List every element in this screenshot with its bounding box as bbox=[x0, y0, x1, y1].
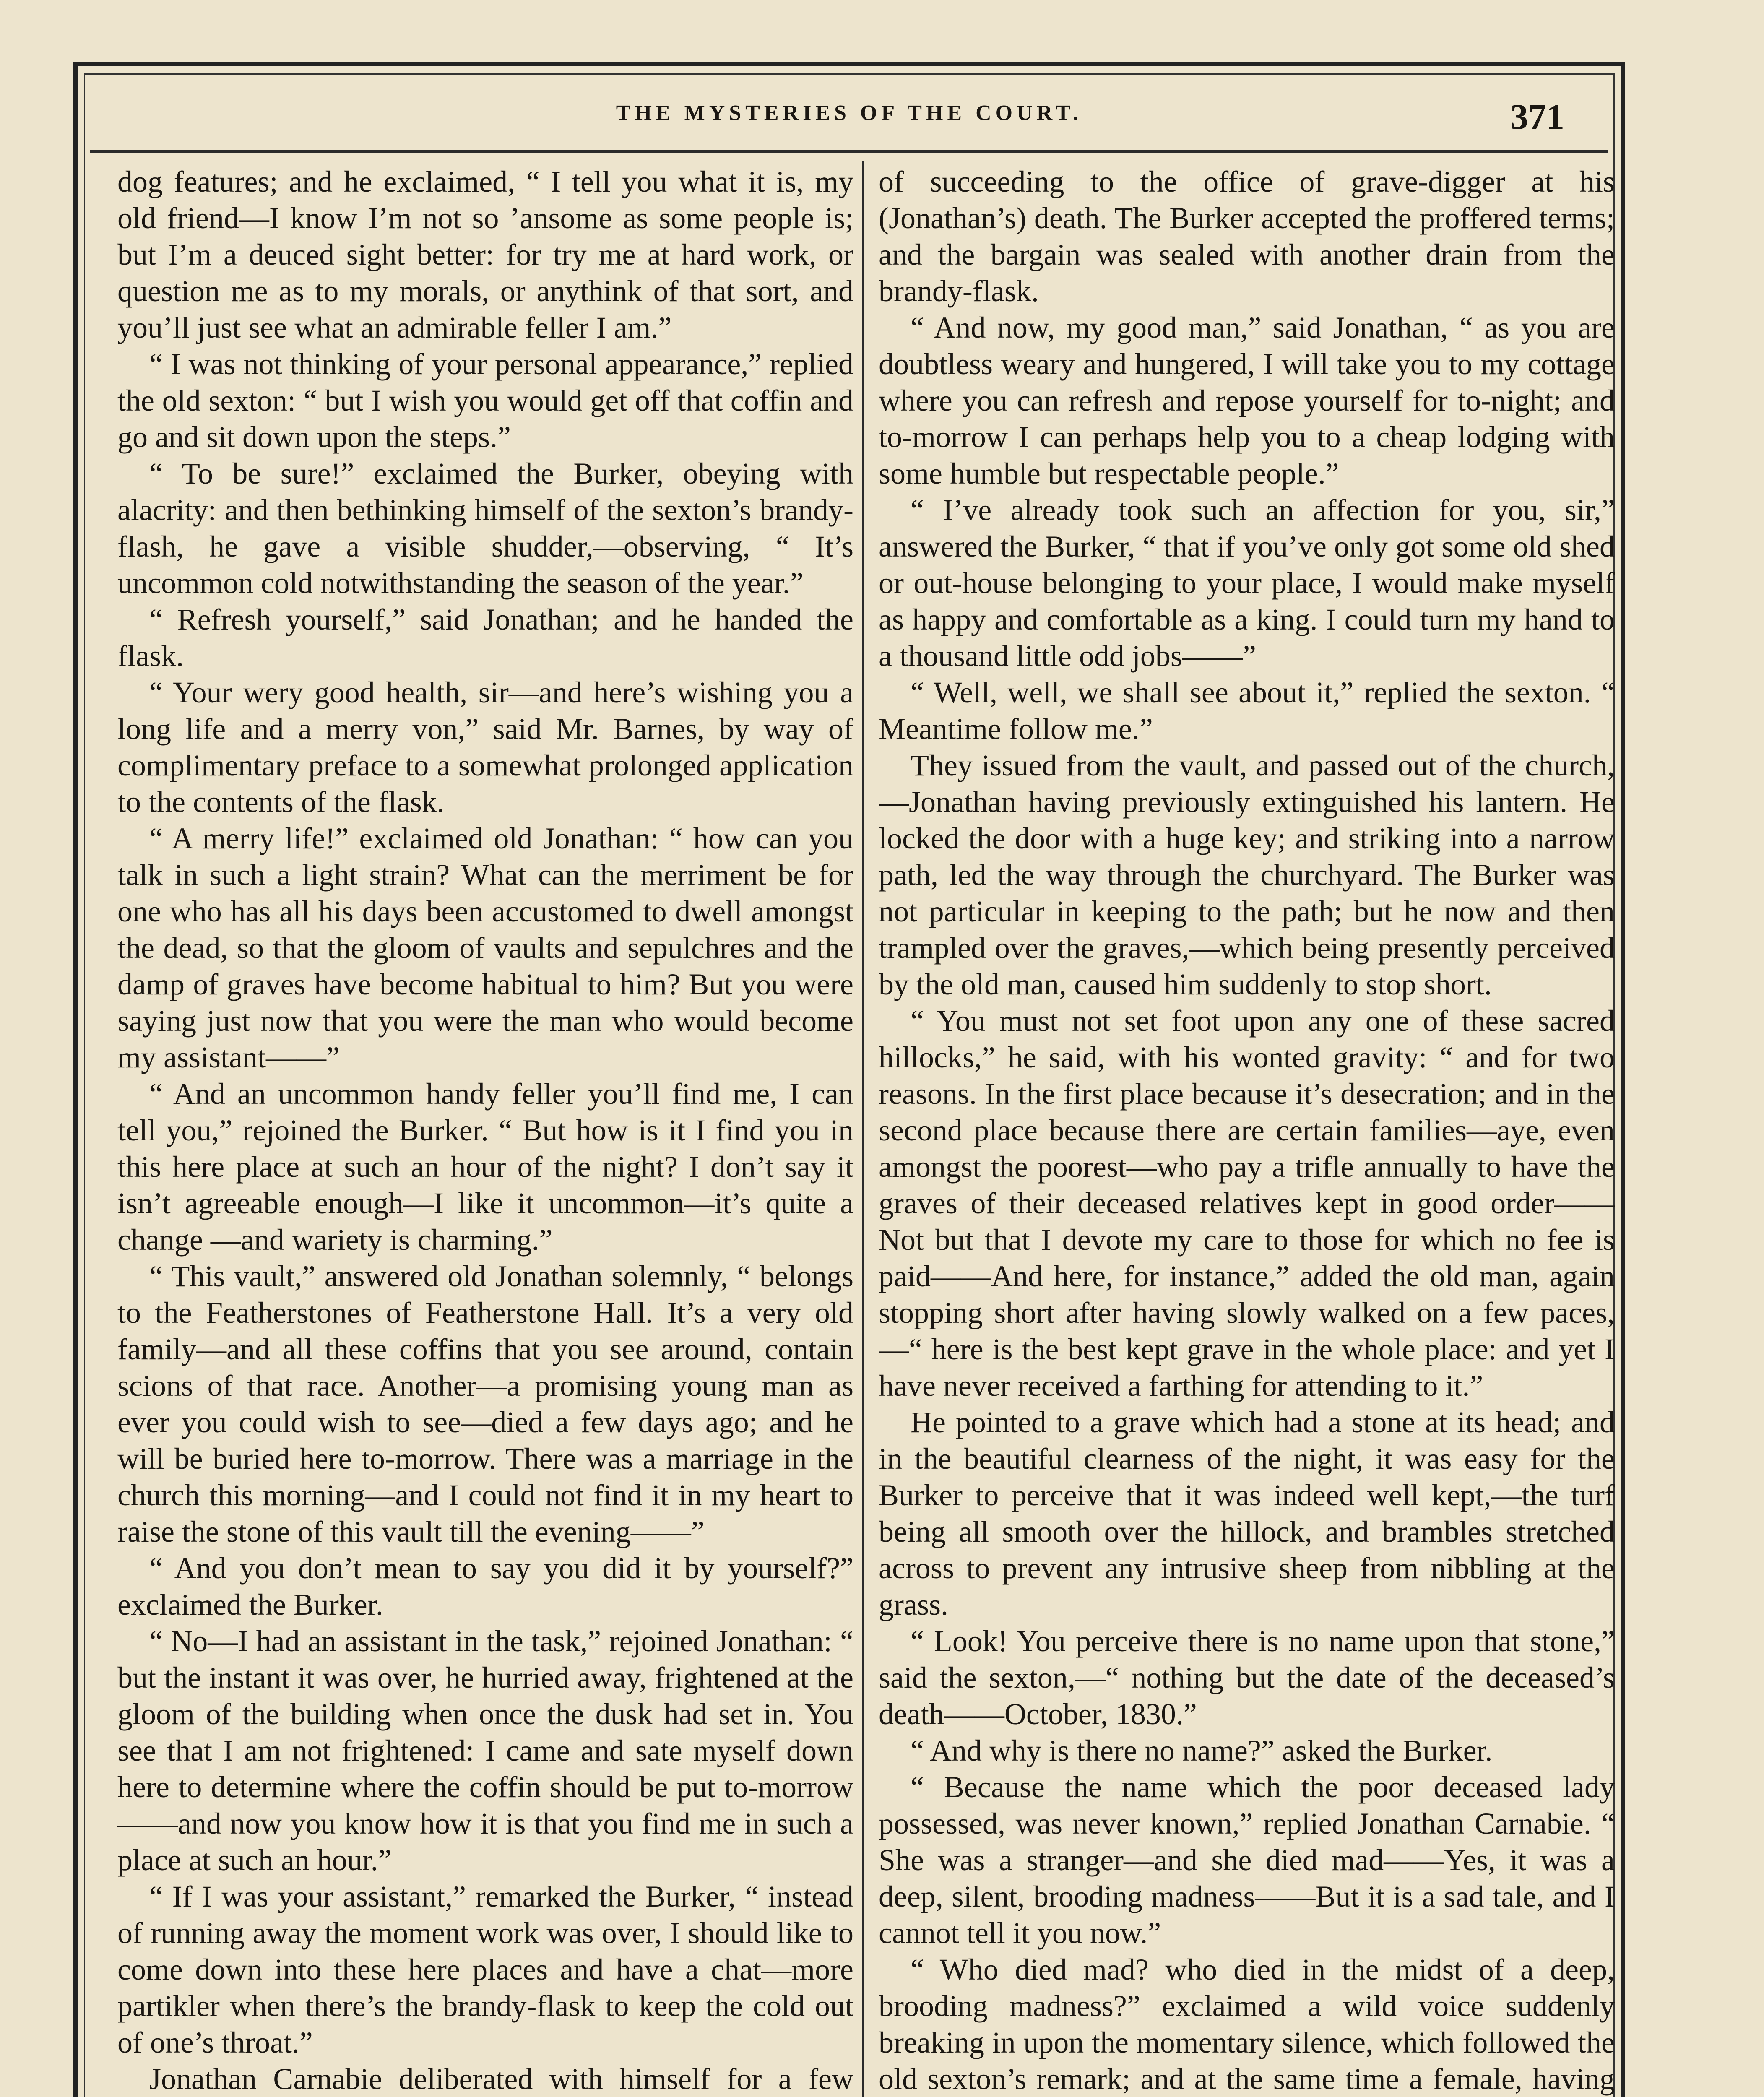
paragraph: “ Well, well, we shall see about it,” replied the sexton. “ Meantime follow me.” bbox=[879, 676, 1615, 746]
paragraph: “ I was not thinking of your personal appearance,” replied the old sexton: “ but I wish you would get off that coffin and go and sit down upon the steps.” bbox=[117, 347, 853, 454]
paragraph: “ Look! You perceive there is no name upon that stone,” said the sexton,—“ nothing but the date of the deceased’s death——October, 1830.” bbox=[879, 1624, 1615, 1731]
paragraph: “ A merry life!” exclaimed old Jonathan: “ how can you talk in such a light strain? What can the merriment be for one who has all his days been accustomed to dwell amongst the dead, so that the gloom of vaults and sepulchres and the damp of graves have become habitual to him? But you were saying just now that you were the man who would become my assistant——” bbox=[117, 822, 853, 1074]
running-title: THE MYSTERIES OF THE COURT. bbox=[616, 101, 1083, 125]
paragraph: He pointed to a grave which had a stone at its head; and in the beautiful clearness of the night, it was easy for the Burker to perceive that it was indeed well kept,—the turf being all smooth over the hillock, and brambles stretched across to prevent any intrusive sheep from nibbling at the grass. bbox=[879, 1405, 1615, 1621]
paragraph: “ I’ve already took such an affection for you, sir,” answered the Burker, “ that if you’ve only got some old shed or out-house belonging to your place, I would make myself as happy and comfortable as a king. I could turn my hand to a thousand little odd jobs——” bbox=[879, 493, 1615, 673]
paragraph: Jonathan Carnabie deliberated with himself for a few bbox=[149, 2062, 853, 2096]
paragraph: of succeeding to the office of grave-digger at his (Jonathan’s) death. The Burker accepted the proffered terms; and the bargain was sealed with another drain from the brandy-flask. bbox=[879, 165, 1615, 308]
paragraph: “ Who died mad? who died in the midst of a deep, brooding madness?” exclaimed a wild voice suddenly breaking in upon the momentary silence, which followed the old sexton’s remark; and at the same time a female, having bbox=[879, 1953, 1615, 2096]
header-rule bbox=[90, 150, 1608, 153]
paragraph: “ No—I had an assistant in the task,” rejoined Jonathan: “ but the instant it was over, he hurried away, frightened at the gloom of the building when once the dusk had set in. You see that I am not frightened: I came and sate myself down here to determine where the coffin should be put to-morrow——and now you know how it is that you find me in such a place at such an hour.” bbox=[117, 1624, 853, 1877]
paragraph: “ And an uncommon handy feller you’ll find me, I can tell you,” rejoined the Burker. “ But how is it I find you in this here place at such an hour of the night? I don’t say it isn’t agreeable enough—I like it uncommon—it’s quite a change —and wariety is charming.” bbox=[117, 1077, 853, 1257]
page-number: 371 bbox=[1510, 96, 1564, 137]
paragraph: “ Your wery good health, sir—and here’s wishing you a long life and a merry von,” said Mr. Barnes, by way of complimentary preface to a somewhat prolonged application to the contents of the flask. bbox=[117, 676, 853, 819]
paragraph: dog features; and he exclaimed, “ I tell you what it is, my old friend—I know I’m not so ’ansome as some people is; but I’m a deuced sight better: for try me at hard work, or question me as to my morals, or anythink of that sort, and you’ll just see what an admirable feller I am.” bbox=[117, 165, 853, 344]
paragraph: “ If I was your assistant,” remarked the Burker, “ instead of running away the moment work was over, I should like to come down into these here places and have a chat—more partikler when there’s the brandy-flask to keep the cold out of one’s throat.” bbox=[117, 1880, 853, 2059]
paragraph: “ To be sure!” exclaimed the Burker, obeying with alacrity: and then bethinking himself of the sexton’s brandy-flash, he gave a visible shudder,—observing, “ It’s uncommon cold notwithstanding the season of the year.” bbox=[117, 457, 853, 600]
column-divider bbox=[862, 161, 864, 2097]
paragraph: They issued from the vault, and passed out of the church,—Jonathan having previously extinguished his lantern. He locked the door with a huge key; and striking into a narrow path, led the way through the churchyard. The Burker was not particular in keeping to the path; but he now and then trampled over the graves,—which being presently perceived by the old man, caused him suddenly to stop short. bbox=[879, 749, 1615, 1001]
paragraph: “ Refresh yourself,” said Jonathan; and he handed the flask. bbox=[117, 603, 853, 673]
paragraph: “ Because the name which the poor deceased lady possessed, was never known,” replied Jonathan Carnabie. “ She was a stranger—and she died mad——Yes, it was a deep, silent, brooding madness——But it is a sad tale, and I cannot tell it you now.” bbox=[879, 1770, 1615, 1950]
paragraph: “ You must not set foot upon any one of these sacred hillocks,” he said, with his wonted gravity: “ and for two reasons. In the first place because it’s desecration; and in the second place because there are certain families—aye, even amongst the poorest—who pay a trifle annually to have the graves of their deceased relatives kept in good order——Not but that I devote my care to those for which no fee is paid——And here, for instance,” added the old man, again stopping short after having slowly walked on a few paces,—“ here is the best kept grave in the whole place: and yet I have never received a farthing for attending to it.” bbox=[879, 1004, 1615, 1402]
paragraph: “ This vault,” answered old Jonathan solemnly, “ belongs to the Featherstones of Featherstone Hall. It’s a very old family—and all these coffins that you see around, contain scions of that race. Another—a promising young man as ever you could wish to see—died a few days ago; and he will be buried here to-morrow. There was a marriage in the church this morning—and I could not find it in my heart to raise the stone of this vault till the evening——” bbox=[117, 1259, 853, 1548]
right-column bbox=[879, 164, 1615, 2097]
left-column bbox=[117, 164, 853, 2097]
paragraph: “ And you don’t mean to say you did it by yourself?” exclaimed the Burker. bbox=[117, 1551, 853, 1621]
paragraph: “ And why is there no name?” asked the Burker. bbox=[911, 1734, 1493, 1767]
page-header bbox=[88, 92, 1610, 143]
paragraph: “ And now, my good man,” said Jonathan, “ as you are doubtless weary and hungered, I will take you to my cottage where you can refresh and repose yourself for to-night; and to-morrow I can perhaps help you to a cheap lodging with some humble but respectable people.” bbox=[879, 311, 1615, 490]
